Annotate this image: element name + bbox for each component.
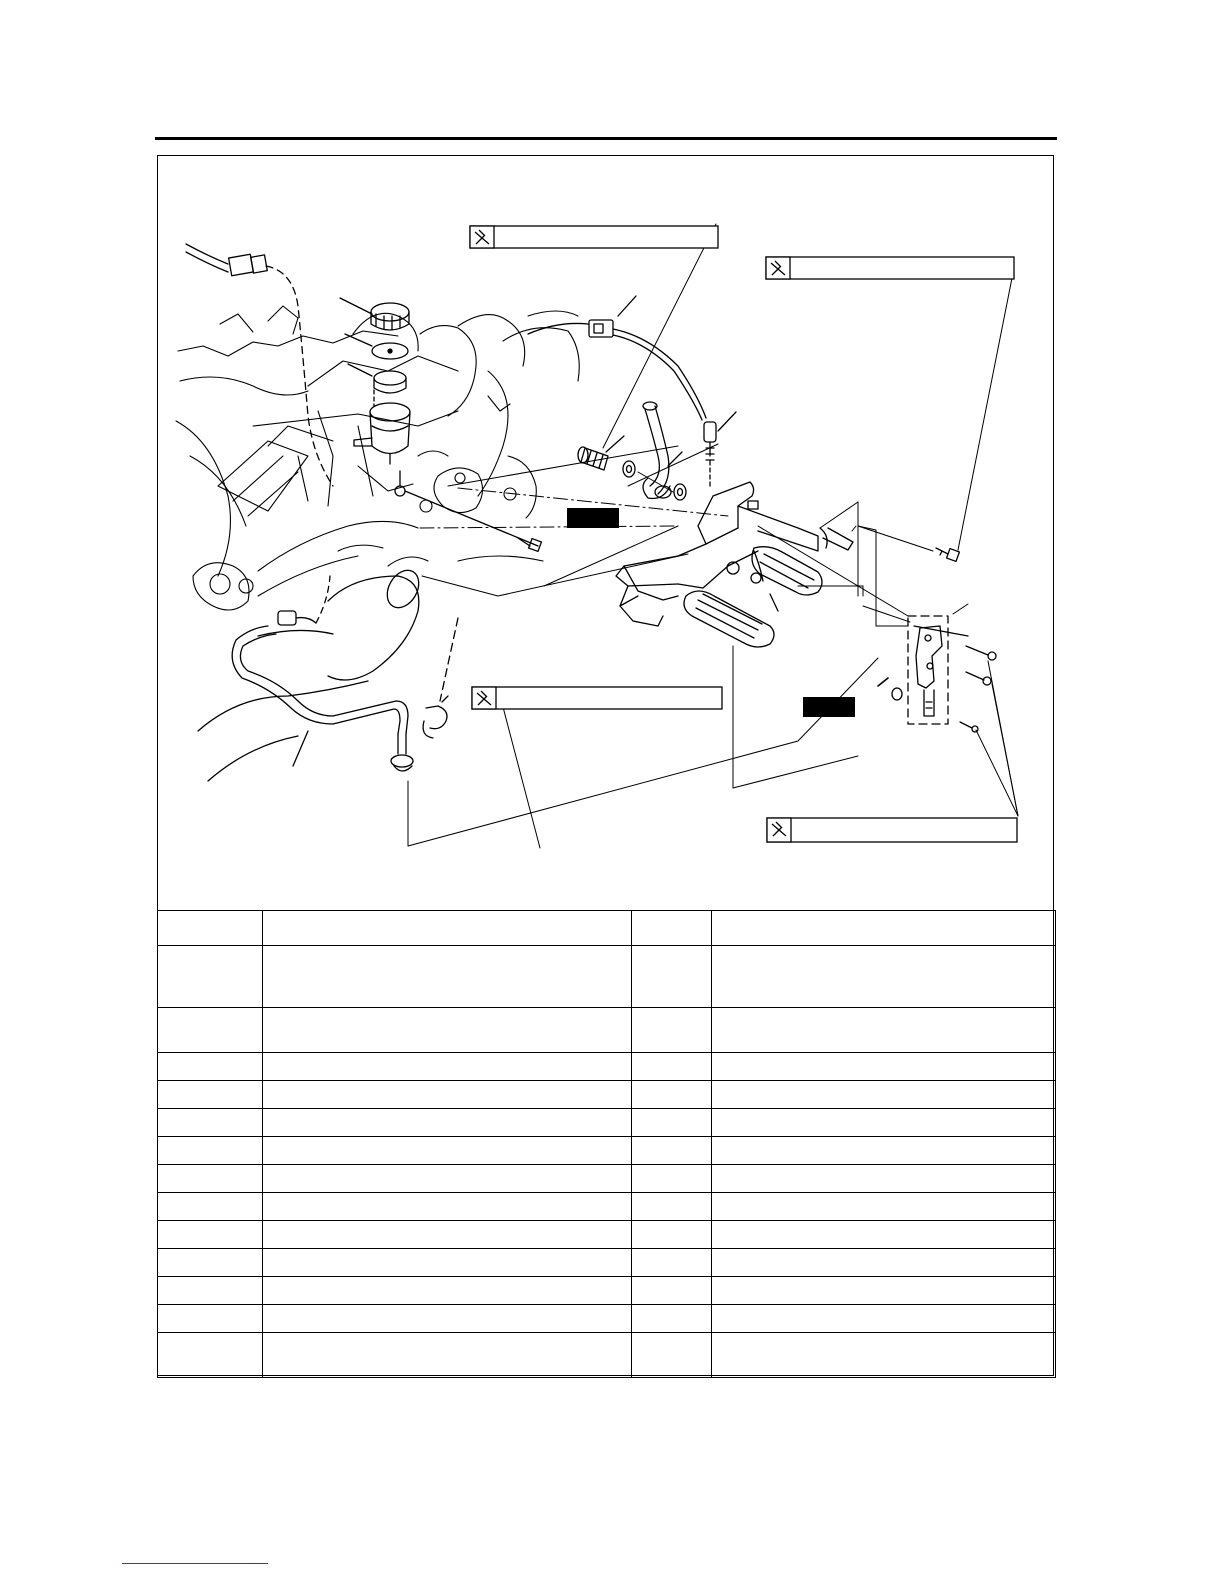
table-row: [158, 1053, 1056, 1081]
torque-callout-3: [472, 687, 722, 709]
cell-order: [158, 946, 263, 1008]
cell-qty: [632, 1333, 712, 1378]
cell-job-part: [263, 1221, 632, 1249]
torque-callout-4: [767, 818, 1017, 842]
table-row: [158, 1305, 1056, 1333]
cell-qty: [632, 1008, 712, 1053]
reservoir-hose: [232, 576, 413, 771]
cell-qty: [632, 1249, 712, 1277]
table-row: [158, 1008, 1056, 1053]
cell-job-part: [263, 1249, 632, 1277]
table-row: [158, 1081, 1056, 1109]
cell-remarks: [712, 1333, 1056, 1378]
cell-job-part: [263, 1277, 632, 1305]
cell-order: [158, 1193, 263, 1221]
cell-qty: [632, 1305, 712, 1333]
cell-remarks: [712, 1277, 1056, 1305]
cell-remarks: [712, 1008, 1056, 1053]
torque-callout-2: [766, 257, 1014, 279]
leader-lines: [408, 224, 1018, 848]
torque-callout-1: [470, 226, 718, 248]
table-header-row: [158, 911, 1056, 946]
cell-job-part: [263, 1109, 632, 1137]
reservoir-bolt: [395, 471, 538, 546]
table-row: [158, 1137, 1056, 1165]
cell-qty: [632, 1081, 712, 1109]
header-rule: [155, 137, 1057, 140]
cell-remarks: [712, 1081, 1056, 1109]
cell-remarks: [712, 1109, 1056, 1137]
brake-fluid-reservoir-assembly: [340, 298, 410, 464]
footer-link-underline[interactable]: [122, 1563, 268, 1564]
cell-remarks: [712, 1165, 1056, 1193]
cell-remarks: [712, 946, 1056, 1008]
table-row: [158, 1333, 1056, 1378]
cell-qty: [632, 1137, 712, 1165]
cell-job-part: [263, 1137, 632, 1165]
cell-order: [158, 1305, 263, 1333]
cell-remarks: [712, 1305, 1056, 1333]
cell-qty: [632, 946, 712, 1008]
table-row: [158, 1193, 1056, 1221]
table-row: [158, 1109, 1056, 1137]
cell-order: [158, 1333, 263, 1378]
cell-qty: [632, 1165, 712, 1193]
black-mark-2: [803, 697, 855, 717]
table-row: [158, 1165, 1056, 1193]
exhaust-body: [198, 565, 425, 781]
cell-job-part: [263, 1081, 632, 1109]
cell-order: [158, 1008, 263, 1053]
cell-job-part: [263, 1053, 632, 1081]
cell-job-part: [263, 1165, 632, 1193]
cell-order: [158, 1249, 263, 1277]
table-row: [158, 946, 1056, 1008]
cell-job-part: [263, 946, 632, 1008]
cell-job-part: [263, 1008, 632, 1053]
header-order: [158, 911, 263, 946]
hose-holder: [423, 618, 458, 738]
union-bolt: [578, 436, 624, 470]
cell-remarks: [712, 1221, 1056, 1249]
table-row: [158, 1277, 1056, 1305]
cell-order: [158, 1053, 263, 1081]
exploded-diagram: [158, 156, 1054, 910]
cell-qty: [632, 1109, 712, 1137]
footrest-rubber: [684, 591, 774, 647]
brake-hose: [643, 402, 682, 499]
parts-table: [157, 910, 1056, 1378]
cell-qty: [632, 1221, 712, 1249]
brake-pedal: [752, 528, 853, 611]
footrest-bracket: [616, 482, 818, 626]
table-row: [158, 1221, 1056, 1249]
table-row: [158, 1249, 1056, 1277]
cell-remarks: [712, 1193, 1056, 1221]
black-mark-1: [567, 508, 619, 528]
cell-qty: [632, 1277, 712, 1305]
cell-order: [158, 1081, 263, 1109]
rear-brake-master-cylinder: [878, 616, 948, 724]
cell-order: [158, 1221, 263, 1249]
cell-job-part: [263, 1193, 632, 1221]
cell-remarks: [712, 1137, 1056, 1165]
cell-remarks: [712, 1053, 1056, 1081]
cell-qty: [632, 1193, 712, 1221]
cell-remarks: [712, 1249, 1056, 1277]
cell-order: [158, 1109, 263, 1137]
cell-job-part: [263, 1333, 632, 1378]
cell-order: [158, 1137, 263, 1165]
cell-job-part: [263, 1305, 632, 1333]
cell-order: [158, 1277, 263, 1305]
header-qty: [632, 911, 712, 946]
header-remarks: [712, 911, 1056, 946]
cell-qty: [632, 1053, 712, 1081]
engine-frame-sketch: [176, 306, 579, 610]
cell-order: [158, 1165, 263, 1193]
header-job-part: [263, 911, 632, 946]
